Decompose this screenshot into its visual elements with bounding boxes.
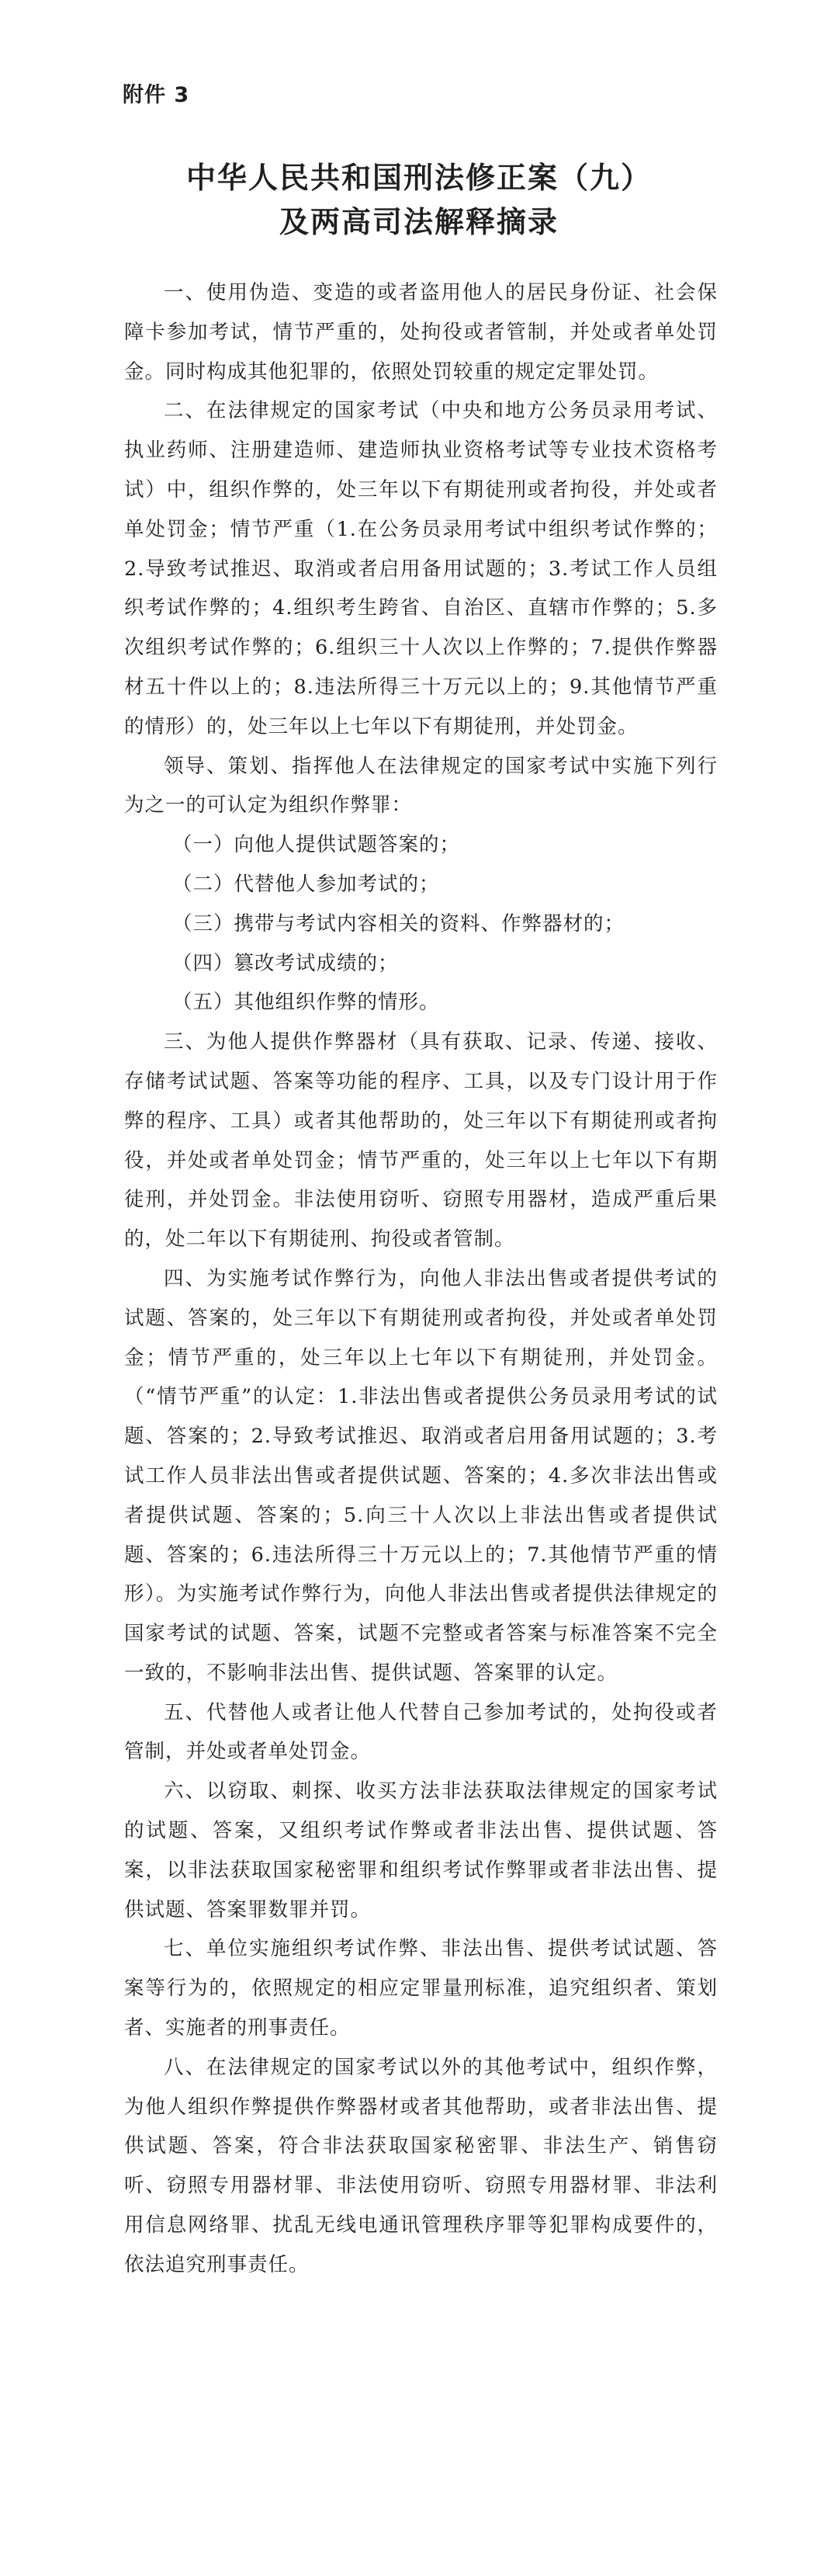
document-body	[124, 273, 718, 2285]
paragraph-4: 三、为他人提供作弊器材（具有获取、记录、传递、接收、存储考试试题、答案等功能的程序、工具，以及专门设计用于作弊的程序、工具）或者其他帮助的，处三年以下有期徒刑或者拘役，并处或者单处罚金；情节严重的，处三年以上七年以下有期徒刑，并处罚金。非法使用窃听、窃照专用器材，造成严重后果的，处二年以下有期徒刑、拘役或者管制。	[124, 1030, 718, 1252]
document-title-line-1: 中华人民共和国刑法修正案（九）	[185, 161, 652, 195]
paragraph-2: 二、在法律规定的国家考试（中央和地方公务员录用考试、执业药师、注册建造师、建造师执业资格考试等专业技术资格考试）中，组织作弊的，处三年以下有期徒刑或者拘役，并处或者单处罚金；情节严重（1.在公务员录用考试中组织考试作弊的；2.导致考试推迟、取消或者启用备用试题的；3.考试工作人员组织考试作弊的；4.组织考生跨省、自治区、直辖市作弊的；5.多次组织考试作弊的；6.组织三十人次以上作弊的；7.提供作弊器材五十件以上的；8.违法所得三十万元以上的；9.其他情节严重的情形）的，处三年以上七年以下有期徒刑，并处罚金。	[124, 399, 718, 738]
paragraph-5: 四、为实施考试作弊行为，向他人非法出售或者提供考试的试题、答案的，处三年以下有期徒刑或者拘役，并处或者单处罚金；情节严重的，处三年以上七年以下有期徒刑，并处罚金。（“情节严重”的认定：1.非法出售或者提供公务员录用考试的试题、答案的；2.导致考试推迟、取消或者启用备用试题的；3.考试工作人员非法出售或者提供试题、答案的；4.多次非法出售或者提供试题、答案的；5.向三十人次以上非法出售或者提供试题、答案的；6.违法所得三十万元以上的；7.其他情节严重的情形）。为实施考试作弊行为，向他人非法出售或者提供法律规定的国家考试的试题、答案，试题不完整或者答案与标准答案不完全一致的，不影响非法出售、提供试题、答案罪的认定。	[124, 1266, 718, 1685]
paragraph-9: 八、在法律规定的国家考试以外的其他考试中，组织作弊，为他人组织作弊提供作弊器材或者其他帮助，或者非法出售、提供试题、答案，符合非法获取国家秘密罪、非法生产、销售窃听、窃照专用器材罪、非法使用窃听、窃照专用器材罪、非法利用信息网络罪、扰乱无线电通讯管理秩序罪等犯罪构成要件的，依法追究刑事责任。	[124, 2055, 718, 2276]
list-item-2: （二）代替他人参加考试的；	[172, 872, 440, 896]
paragraph-6: 五、代替他人或者让他人代替自己参加考试的，处拘役或者管制，并处或者单处罚金。	[124, 1700, 718, 1764]
list-item-4: （四）篡改考试成绩的；	[172, 951, 399, 975]
paragraph-3: 领导、策划、指挥他人在法律规定的国家考试中实施下列行为之一的可认定为组织作弊罪：	[124, 754, 718, 818]
list-item-3: （三）携带与考试内容相关的资料、作弊器材的；	[172, 911, 625, 936]
document-title-line-2: 及两高司法解释摘录	[279, 205, 559, 239]
list-item-1: （一）向他人提供试题答案的；	[172, 833, 461, 857]
paragraph-8: 七、单位实施组织考试作弊、非法出售、提供考试试题、答案等行为的，依照规定的相应定罪量刑标准，追究组织者、策划者、实施者的刑事责任。	[124, 1937, 718, 2040]
paragraph-1: 一、使用伪造、变造的或者盗用他人的居民身份证、社会保障卡参加考试，情节严重的，处拘役或者管制，并处或者单处罚金。同时构成其他犯罪的，依照处罚较重的规定定罪处罚。	[124, 281, 718, 384]
paragraph-7: 六、以窃取、刺探、收买方法非法获取法律规定的国家考试的试题、答案，又组织考试作弊或者非法出售、提供试题、答案，以非法获取国家秘密罪和组织考试作弊罪或者非法出售、提供试题、答案罪数罪并罚。	[124, 1779, 718, 1922]
list-item-5: （五）其他组织作弊的情形。	[172, 991, 440, 1015]
attachment-label: 附件 3	[123, 83, 190, 107]
